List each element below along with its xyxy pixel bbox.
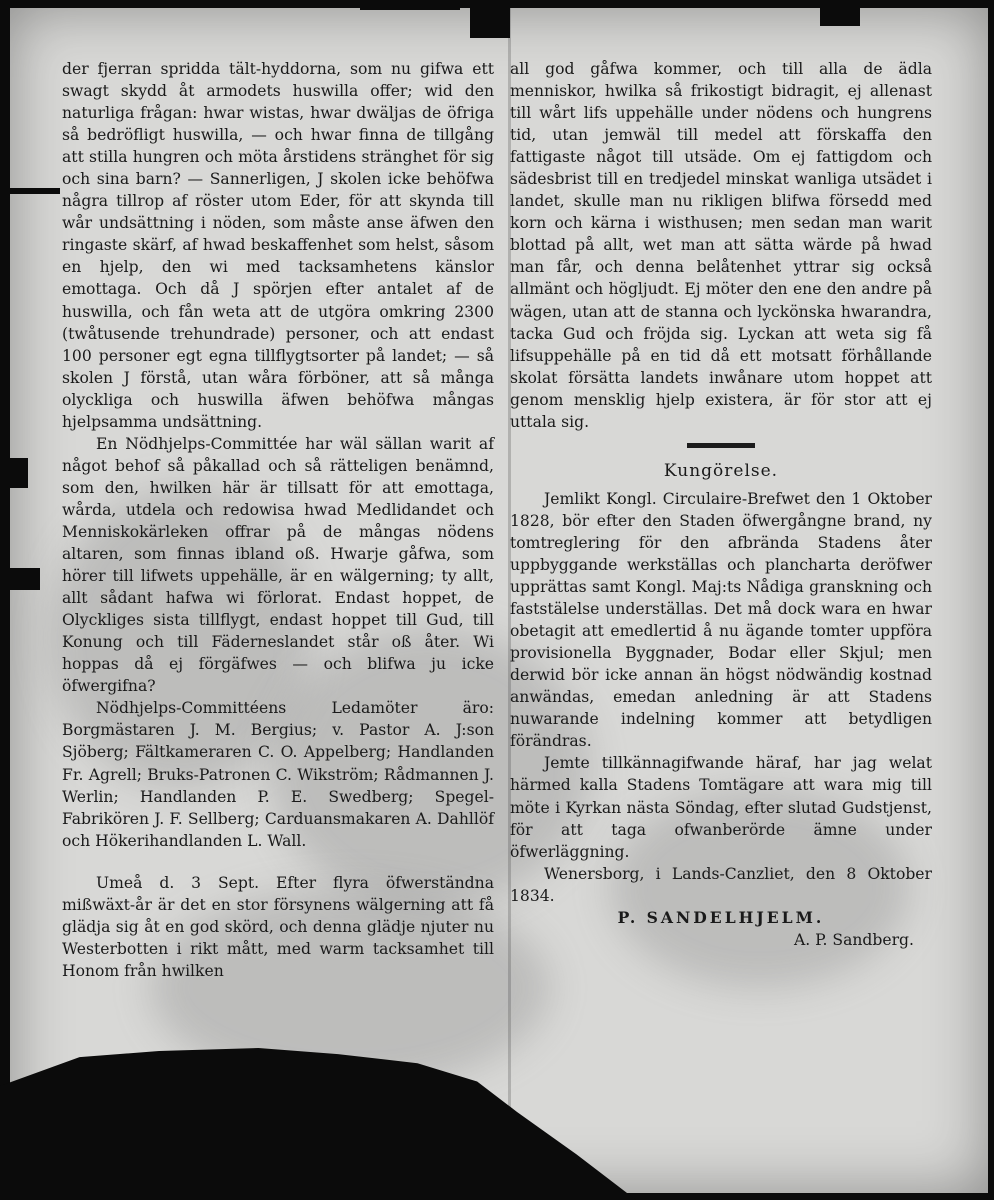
right-column: [510, 58, 932, 951]
right-paragraph-2: Jemlikt Kongl. Circulaire-Brefwet den 1 Oktober 1828, bör efter den Staden öfwergångne brand, ny tomtreglering för den afbrända Stadens åter uppbyggande werkställas och plancharta deröfwer upprättas samt Kongl. Maj:ts Nådiga granskning och faststälelse underställas. Det må dock wara en hwar obetagit att emedlertid å nu ägande tomter uppföra provisionella Byggnader, Bodar eller Skjul; men derwid bör icke annan än högst nödwändig kostnad anwändas, emedan anledning är att Stadens nuwarande indelning kommer att betydligen förändras.: [510, 489, 932, 751]
right-paragraph-4: Wenersborg, i Lands-Canzliet, den 8 Oktober 1834.: [510, 864, 932, 905]
announcement-heading: Kungörelse.: [663, 460, 779, 481]
section-divider: [687, 443, 755, 448]
left-paragraph-2: En Nödhjelps-Committée har wäl sällan warit af något behof så påkallad och så rätteligen benämnd, som den, hwilken här är tillsatt för att emottaga, wårda, utdela och redowisa hwad Medlidandet och Menniskokärleken offrar på de mångas nödens altaren, som finnas ibland oß. Hwarje gåfwa, som hörer till lifwets uppehälle, är en wälgerning; ty allt, allt sådant hafwa wi förlorat. Endast hoppet, de Olyckliges sista tillflygt, endast hoppet till Gud, till Konung och till Fäderneslandet står oß åter. Wi hoppas då ej förgäfwes — och blifwa ju icke öfwergifna?: [62, 434, 494, 696]
right-paragraph-1: all god gåfwa kommer, och till alla de ädla menniskor, hwilka så frikostigt bidragit, ej allenast till wårt lifs uppehälle under nödens och hungrens tid, utan jemwäl till medel att förskaffa den fattigaste något till utsäde. Om ej fattigdom och sädesbrist till en tredjedel minskat wanliga utsädet i landet, skulle man nu rikligen blifwa försedd med korn och kärna i wisthusen; men sedan man warit blottad på allt, wet man att sätta wärde på hwad man får, och denna belåtenhet yttrar sig också allmänt och högljudt. Ej möter den ene den andre på wägen, utan att de stanna och lyckönska hwarandra, tacka Gud och fröjda sig. Lyckan att weta sig få lifsuppehälle på en tid då ett motsatt förhållande skolat försätta landets inwånare utom hoppet att genom mensklig hjelp existera, är för stor att ej uttala sig.: [510, 60, 932, 431]
signature-secondary: A. P. Sandberg.: [793, 930, 914, 949]
left-paragraph-3: Nödhjelps-Committéens Ledamöter äro: Borgmästaren J. M. Bergius; v. Pastor A. J:son Sjöberg; Fältkameraren C. O. Appelberg; Handlanden Fr. Agrell; Bruks-Patronen C. Wikström; Rådmannen J. Werlin; Handlanden P. E. Swedberg; Spegel-Fabrikören J. F. Sellberg; Carduansmakaren A. Dahllöf och Hökerihandlanden L. Wall.: [62, 699, 494, 850]
right-paragraph-3: Jemte tillkännagifwande häraf, har jag welat härmed kalla Stadens Tomtägare att wara mig till möte i Kyrkan nästa Söndag, efter slutad Gudstjenst, för att taga ofwanberörde ämne under öfwerläggning.: [510, 754, 932, 861]
left-paragraph-4: Umeå d. 3 Sept. Efter flyra öfwerständna mißwäxt-år är det en stor försynens wälgerning att få glädja sig åt en god skörd, och denna glädje njuter nu Westerbotten i rikt mått, med warm tacksamhet till Honom från hwilken: [62, 873, 494, 980]
signature-primary: P. SANDELHJELM.: [617, 907, 825, 927]
left-column: [62, 58, 494, 982]
left-paragraph-1: der fjerran spridda tält-hyddorna, som nu gifwa ett swagt skydd åt armodets huswilla offer; wid den naturliga frågan: hwar wistas, hwar dwäljas de öfriga så bedröfligt huswilla, — och hwar finna de tillgång att stilla hungren och möta årstidens stränghet för sig och sina barn? — Sannerligen, J skolen icke behöfwa några tillrop af röster utom Eder, för att skynda till wår undsättning i nöden, som måste anse äfwen den ringaste skärf, af hwad beskaffenhet som helst, såsom en hjelp, den wi med tacksamhetens känslor emottaga. Och då J spörjen efter antalet af de huswilla, och fån weta att de utgöra omkring 2300 (twåtusende trehundrade) personer, och att endast 100 personer egt egna tillflygtsorter på landet; — så skolen J förstå, utan wåra förböner, att så många olyckliga och huswilla äfwen behöfwa mångas hjelpsamma undsättning.: [62, 60, 494, 431]
